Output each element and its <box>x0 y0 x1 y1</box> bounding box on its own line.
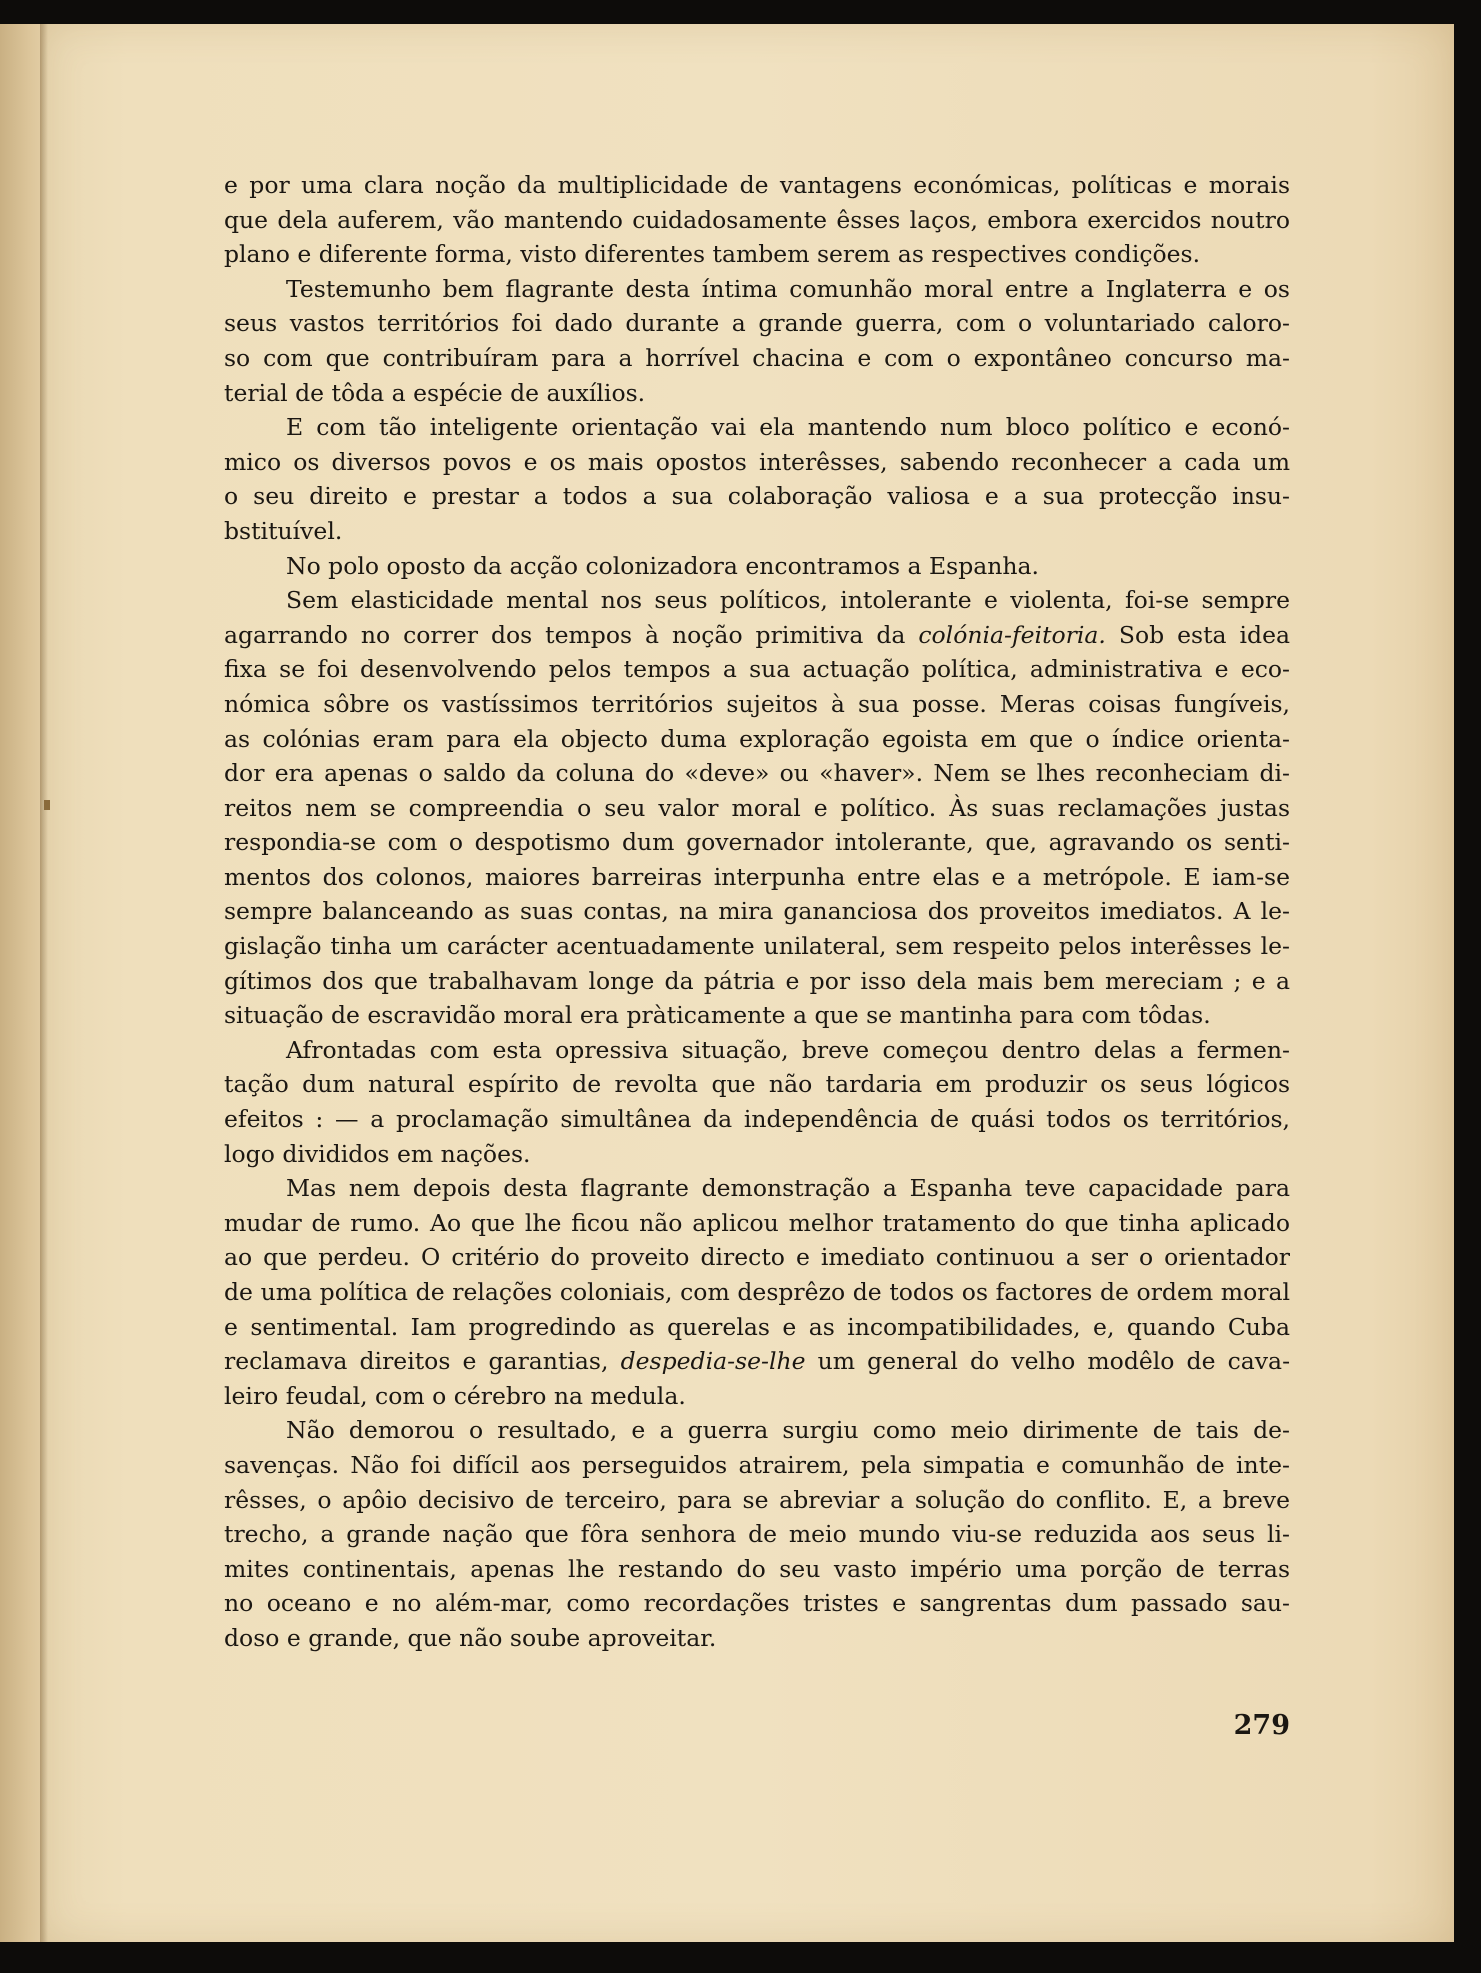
text-run: reclamava direitos e garantias, <box>224 1347 621 1376</box>
text-line: seus vastos territórios foi dado durante a grande guerra, com o voluntariado caloro- <box>224 309 1290 338</box>
text-line: trecho, a grande nação que fôra senhora de meio mundo viu-se reduzida aos seus li- <box>224 1520 1290 1549</box>
text-line: e sentimental. Iam progredindo as querelas e as incompatibilidades, e, quando Cuba <box>224 1312 1290 1341</box>
text-line: Afrontadas com esta opressiva situação, breve começou dentro delas a fermen- <box>286 1035 1290 1064</box>
text-run: um general do velho modêlo de cava- <box>805 1347 1291 1376</box>
text-line: mudar de rumo. Ao que lhe ficou não aplicou melhor tratamento do que tinha aplicado <box>224 1208 1290 1237</box>
text-line: situação de escravidão moral era pràticamente a que se mantinha para com tôdas. <box>224 1001 1211 1030</box>
text-line: efeitos : — a proclamação simultânea da independência de quási todos os territórios, <box>224 1105 1290 1134</box>
text-line: Sem elasticidade mental nos seus políticos, intolerante e violenta, foi-se sempre <box>286 586 1290 615</box>
text-line <box>224 1344 1290 1379</box>
text-line: o seu direito e prestar a todos a sua colaboração valiosa e a sua protecção insu- <box>224 482 1290 511</box>
text-line: no oceano e no além-mar, como recordações tristes e sangrentas dum passado sau- <box>224 1589 1290 1618</box>
text-line: que dela auferem, vão mantendo cuidadosamente êsses laços, embora exercidos noutro <box>224 205 1290 234</box>
text-line: fixa se foi desenvolvendo pelos tempos a sua actuação política, administrativa e eco- <box>224 655 1290 684</box>
text-line: tação dum natural espírito de revolta que não tardaria em produzir os seus lógicos <box>224 1070 1290 1099</box>
text-run: agarrando no correr dos tempos à noção primitiva da <box>224 620 919 649</box>
text-line: as colónias eram para ela objecto duma exploração egoista em que o índice orienta- <box>224 724 1290 753</box>
text-line: mites continentais, apenas lhe restando do seu vasto império uma porção de terras <box>224 1554 1290 1583</box>
text-line: No polo oposto da acção colonizadora encontramos a Espanha. <box>286 551 1040 580</box>
text-line: Mas nem depois desta flagrante demonstração a Espanha teve capacidade para <box>286 1174 1290 1203</box>
text-line: mentos dos colonos, maiores barreiras interpunha entre elas e a metrópole. E iam-se <box>224 862 1290 891</box>
text-line: plano e diferente forma, visto diferentes tambem serem as respectives condições. <box>224 240 1201 269</box>
text-line: reitos nem se compreendia o seu valor moral e político. Às suas reclamações justas <box>224 793 1290 822</box>
text-line: logo divididos em nações. <box>224 1139 531 1168</box>
text-line: gislação tinha um carácter acentuadamente unilateral, sem respeito pelos interêsses le- <box>224 932 1290 961</box>
italic-term: despedia-se-lhe <box>620 1347 806 1376</box>
text-line: sempre balanceando as suas contas, na mira gananciosa dos proveitos imediatos. A le- <box>224 897 1290 926</box>
text-line: de uma política de relações coloniais, com desprêzo de todos os factores de ordem moral <box>224 1278 1290 1306</box>
text-line: leiro feudal, com o cérebro na medula. <box>224 1381 686 1410</box>
text-line: Não demorou o resultado, e a guerra surgiu como meio dirimente de tais de- <box>286 1416 1290 1445</box>
text-line: Testemunho bem flagrante desta íntima comunhão moral entre a Inglaterra e os <box>286 274 1290 303</box>
italic-term: colónia-feitoria. <box>918 620 1106 649</box>
text-line: E com tão inteligente orientação vai ela mantendo num bloco político e econó- <box>286 413 1290 442</box>
text-line: rêsses, o apôio decisivo de terceiro, para se abreviar a solução do conflito. E, a breve <box>224 1485 1290 1514</box>
text-line: ao que perdeu. O critério do proveito directo e imediato continuou a ser o orientador <box>224 1243 1290 1272</box>
text-line <box>224 618 1290 653</box>
text-line: doso e grande, que não soube aproveitar. <box>224 1623 717 1652</box>
text-line: so com que contribuíram para a horrível chacina e com o expontâneo concurso ma- <box>224 343 1290 372</box>
binding-mark <box>44 800 50 810</box>
text-line: nómica sôbre os vastíssimos territórios sujeitos à sua posse. Meras coisas fungíveis, <box>224 689 1290 718</box>
text-line: respondia-se com o despotismo dum governador intolerante, que, agravando os senti- <box>224 828 1290 857</box>
text-line: bstituível. <box>224 516 343 545</box>
text-line: mico os diversos povos e os mais opostos interêsses, sabendo reconhecer a cada um <box>224 447 1290 476</box>
text-line: terial de tôda a espécie de auxílios. <box>224 378 646 407</box>
text-run: Sob esta idea <box>1105 620 1290 649</box>
page-number: 279 <box>1233 1710 1290 1741</box>
gutter-shadow <box>40 24 48 1942</box>
text-line: e por uma clara noção da multiplicidade de vantagens económicas, políticas e morais <box>224 171 1290 199</box>
body-text <box>224 168 1290 1656</box>
text-line: dor era apenas o saldo da coluna do «deve» ou «haver». Nem se lhes reconheciam di- <box>224 759 1290 788</box>
text-line: savenças. Não foi difícil aos perseguidos atrairem, pela simpatia e comunhão de inte- <box>224 1450 1290 1479</box>
text-line: gítimos dos que trabalhavam longe da pátria e por isso dela mais bem mereciam ; e a <box>224 966 1290 995</box>
